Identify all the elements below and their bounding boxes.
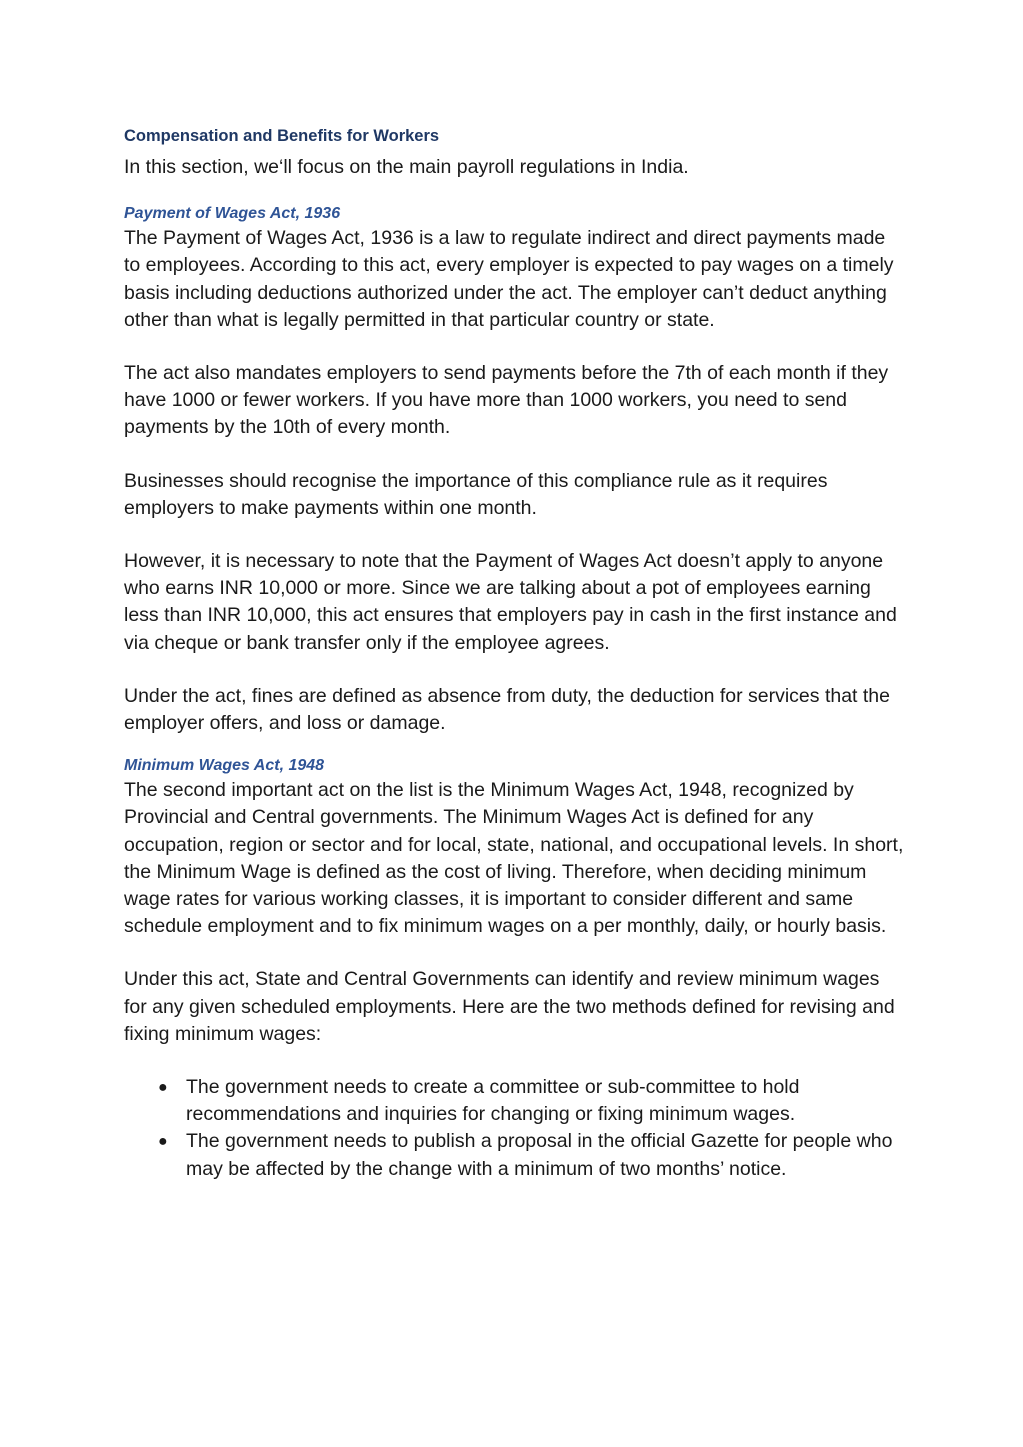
bullet-list — [124, 1074, 904, 1183]
paragraph: However, it is necessary to note that the Payment of Wages Act doesn’t apply to anyone who earns INR 10,000 or more. Since we are talking about a pot of employees earning less than INR 10,000, this act ensures that employers pay in cash in the first instance and via cheque or bank transfer only if the employee agrees. — [124, 550, 897, 654]
paragraph: The second important act on the list is the Minimum Wages Act, 1948, recognized by Provincial and Central governments. The Minimum Wages Act is defined for any occupation, region or sector and for local, state, national, and occupational levels. In short, the Minimum Wage is defined as the cost of living. Therefore, when deciding minimum wage rates for various working classes, it is important to consider different and same schedule employment and to fix minimum wages on a per monthly, daily, or hourly basis. — [124, 779, 904, 938]
subheading-minimum-wages: Minimum Wages Act, 1948 — [124, 757, 325, 775]
bullet-icon: ● — [158, 1079, 168, 1097]
intro-paragraph: In this section, we‘ll focus on the main payroll regulations in India. — [124, 156, 689, 178]
paragraph: The act also mandates employers to send payments before the 7th of each month if they have 1000 or fewer workers. If you have more than 1000 workers, you need to send payments by the 10th of every month. — [124, 362, 889, 439]
list-item-text: The government needs to create a committee or sub-committee to hold recommendations and inquiries for changing or fixing minimum wages. — [186, 1076, 800, 1126]
paragraph: Under the act, fines are defined as absence from duty, the deduction for services that the employer offers, and loss or damage. — [124, 684, 890, 735]
list-item-text: The government needs to publish a proposal in the official Gazette for people who may be affected by the change with a minimum of two months’ notice. — [186, 1130, 893, 1180]
section-heading: Compensation and Benefits for Workers — [124, 127, 440, 145]
list-item — [158, 1074, 904, 1128]
paragraph: The Payment of Wages Act, 1936 is a law to regulate indirect and direct payments made to employees. According to this act, every employer is expected to pay wages on a timely basis including deductions authorized under the act. The employer can’t deduct anything other than what is legally permitted in that particular country or state. — [124, 227, 894, 331]
paragraph: Under this act, State and Central Governments can identify and review minimum wages for any given scheduled employments. Here are the two methods defined for revising and fixing minimum wages: — [124, 968, 895, 1045]
subheading-payment-of-wages: Payment of Wages Act, 1936 — [124, 205, 341, 223]
list-item — [158, 1128, 904, 1182]
document-page — [124, 122, 904, 1183]
bullet-icon: ● — [158, 1133, 168, 1151]
paragraph: Businesses should recognise the importance of this compliance rule as it requires employers to make payments within one month. — [124, 469, 828, 519]
